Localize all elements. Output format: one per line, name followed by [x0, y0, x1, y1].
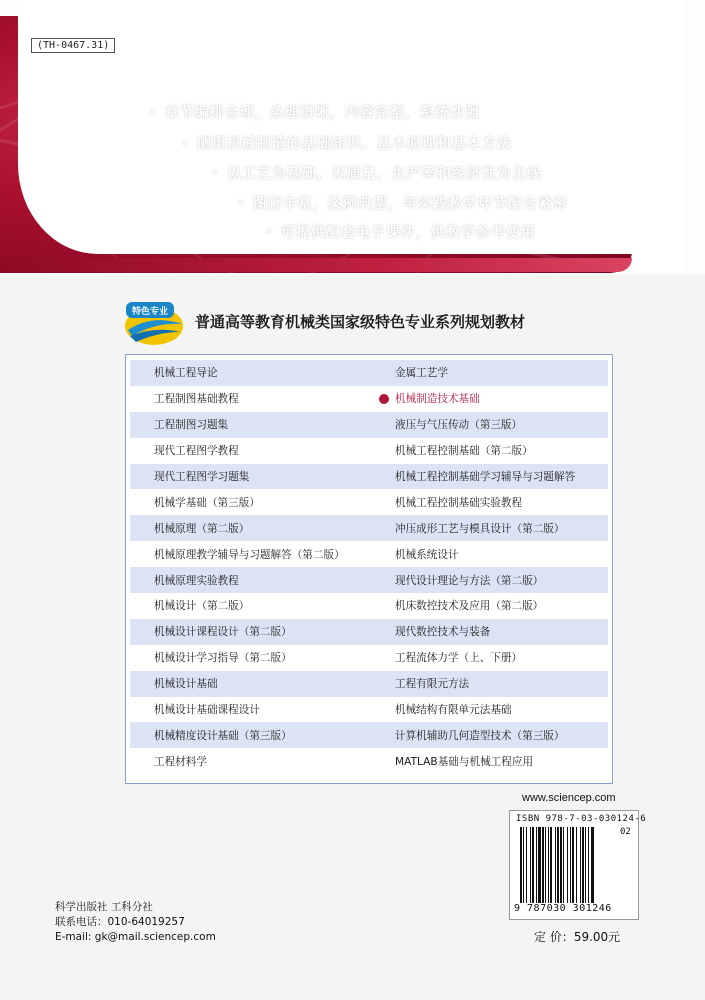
book-row	[130, 671, 608, 697]
barcode-bar	[555, 827, 556, 903]
book-title: 机械原理（第二版）	[154, 522, 250, 535]
book-title	[375, 521, 608, 536]
barcode-bar	[572, 827, 574, 903]
book-title: 机械学基础（第三版）	[154, 496, 260, 509]
book-title	[375, 676, 608, 691]
white-card-tail	[632, 0, 684, 272]
book-row	[130, 645, 608, 671]
book-row	[130, 360, 608, 386]
book-row	[130, 515, 608, 541]
book-title	[375, 495, 608, 510]
banner-band	[0, 258, 632, 272]
book-title-text: 机械结构有限单元法基础	[395, 704, 512, 717]
book-title-current	[375, 391, 608, 406]
book-title: 工程制图习题集	[154, 419, 229, 432]
barcode-bars	[520, 827, 616, 903]
book-title	[375, 573, 608, 588]
feature-bullet: *	[182, 138, 189, 151]
current-book-marker-icon	[379, 394, 389, 404]
feature-line	[238, 193, 568, 213]
isbn-digits: 9 787030 301246	[514, 903, 612, 914]
book-list	[125, 354, 613, 784]
book-title-text: 机床数控技术及应用（第二版）	[395, 600, 544, 613]
white-card	[18, 0, 684, 254]
publisher-email[interactable]: E-mail: gk@mail.sciencep.com	[55, 931, 216, 943]
book-title	[375, 365, 608, 380]
barcode-bar	[585, 827, 586, 903]
book-title-text: 液压与气压传动（第三版）	[395, 419, 523, 432]
book-title	[375, 598, 608, 613]
book-row	[130, 722, 608, 748]
feature-line	[182, 133, 512, 153]
publisher-name: 科学出版社 工科分社	[55, 901, 153, 913]
barcode-bar	[588, 827, 589, 903]
book-row	[130, 489, 608, 515]
barcode-bar	[548, 827, 549, 903]
book-title-text: 冲压成形工艺与模具设计（第二版）	[395, 522, 565, 535]
book-title: 机械设计基础课程设计	[154, 704, 260, 717]
book-title: 机械原理实验教程	[154, 574, 239, 587]
book-title: 机械原理教学辅导与习题解答（第二版）	[154, 548, 345, 561]
book-title-text: 机械工程控制基础（第二版）	[395, 445, 533, 458]
feature-text: 侧重机械制造的基础知识、基本原理和基本方法	[196, 136, 512, 152]
book-title	[375, 728, 608, 743]
feature-bullet: *	[238, 198, 245, 211]
barcode-bar	[526, 827, 527, 903]
book-title: 机械设计学习指导（第二版）	[154, 652, 292, 665]
barcode-bar	[567, 827, 568, 903]
book-row	[130, 748, 608, 774]
book-title-text: 机械系统设计	[395, 548, 459, 561]
book-title	[375, 624, 608, 639]
barcode-bar	[582, 827, 584, 903]
book-title: 机械工程导论	[154, 367, 218, 380]
book-title	[375, 754, 608, 769]
book-title-text: 现代数控技术与装备	[395, 626, 491, 639]
isbn-addon: 02	[620, 827, 631, 837]
website-url[interactable]: www.sciencep.com	[522, 792, 616, 804]
book-row	[130, 464, 608, 490]
barcode-bar	[563, 827, 564, 903]
barcode-bar	[530, 827, 531, 903]
book-row	[130, 619, 608, 645]
barcode-bar	[557, 827, 559, 903]
barcode-bar	[570, 827, 571, 903]
feature-line	[266, 222, 536, 242]
barcode-bar	[545, 827, 546, 903]
book-row	[130, 697, 608, 723]
book-title	[375, 702, 608, 717]
book-title-text: 计算机辅助几何造型技术（第三版）	[395, 729, 565, 742]
book-title	[375, 417, 608, 432]
book-title: 工程制图基础教程	[154, 393, 239, 406]
feature-bullet: *	[150, 107, 157, 120]
book-row	[130, 412, 608, 438]
book-title-text: 工程有限元方法	[395, 678, 470, 691]
series-logo-icon	[122, 300, 186, 346]
book-title: 现代工程图学教程	[154, 445, 239, 458]
book-title-text: 机械工程控制基础实验教程	[395, 496, 523, 509]
feature-line	[150, 102, 480, 122]
publisher-info	[55, 900, 216, 945]
feature-text: 章节编排合理，条理清晰，内容完整，系统性强	[164, 105, 480, 121]
barcode-bar	[542, 827, 544, 903]
publisher-phone: 联系电话：010-64019257	[55, 916, 185, 928]
barcode-bar	[523, 827, 524, 903]
price: 定 价：59.00元	[534, 930, 621, 944]
barcode-bar	[538, 827, 541, 903]
book-title: 工程材料学	[154, 755, 207, 768]
book-title	[375, 443, 608, 458]
isbn-barcode	[509, 810, 647, 920]
series-title: 普通高等教育机械类国家级特色专业系列规划教材	[195, 313, 526, 331]
barcode-bar	[550, 827, 552, 903]
feature-bullet: *	[212, 168, 219, 181]
barcode-bar	[532, 827, 534, 903]
book-row	[130, 541, 608, 567]
book-title	[375, 469, 608, 484]
barcode-bar	[591, 827, 594, 903]
book-title-text: 现代设计理论与方法（第二版）	[395, 574, 544, 587]
book-title-text: 机械工程控制基础学习辅导与习题解答	[395, 471, 576, 483]
book-title-text: 金属工艺学	[395, 367, 448, 380]
book-row	[130, 593, 608, 619]
book-row	[130, 386, 608, 412]
book-title: 机械精度设计基础（第三版）	[154, 729, 292, 742]
feature-text: 以工艺为基础，以质量、生产率和经济性为主线	[226, 166, 542, 182]
book-title	[375, 650, 608, 665]
book-title: 机械设计（第二版）	[154, 600, 250, 613]
barcode-bar	[520, 827, 522, 903]
barcode-bar	[560, 827, 562, 903]
barcode-bar	[576, 827, 577, 903]
feature-line	[212, 163, 542, 183]
feature-text: 可提供配套电子课件，供教学参考使用	[280, 225, 536, 241]
book-title-text: 工程流体力学（上、下册）	[395, 652, 523, 665]
book-title: 机械设计基础	[154, 678, 218, 691]
book-code: (TH-0467.31)	[31, 38, 115, 53]
barcode-bar	[580, 827, 581, 903]
book-title: 机械设计课程设计（第二版）	[154, 626, 292, 639]
logo-text: 特色专业	[131, 307, 169, 317]
book-title: 现代工程图学习题集	[154, 471, 250, 483]
book-row	[130, 438, 608, 464]
book-title-text: MATLAB基础与机械工程应用	[395, 755, 534, 768]
feature-text: 图解丰富，案例典型，与实践教学环节配合紧密	[252, 196, 568, 212]
book-title-text: 机械制造技术基础	[395, 393, 480, 406]
feature-bullet: *	[266, 227, 273, 240]
book-row	[130, 567, 608, 593]
isbn-label: ISBN 978-7-03-030124-6	[516, 814, 647, 824]
book-title	[375, 547, 608, 562]
barcode-bar	[536, 827, 537, 903]
